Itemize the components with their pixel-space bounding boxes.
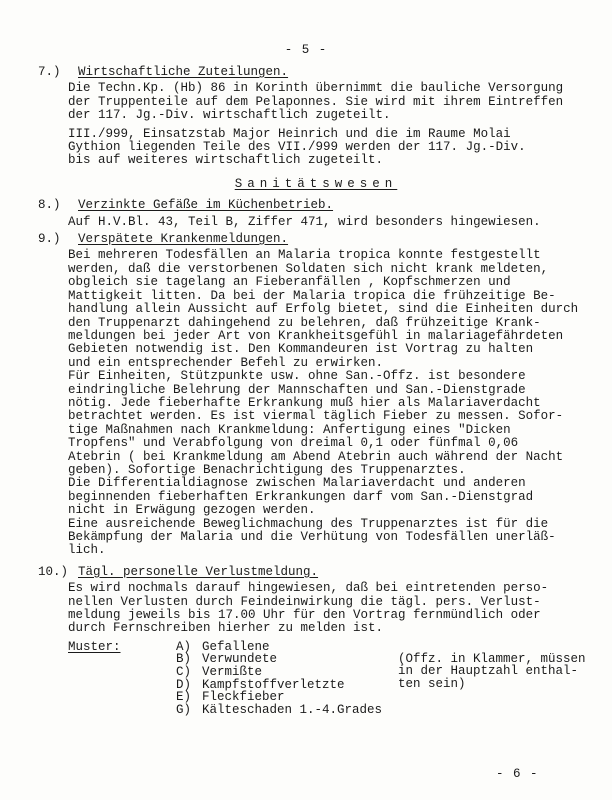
muster-item-letter: B): [176, 652, 192, 667]
muster-label: Muster:: [68, 639, 121, 654]
section-9-title: Verspätete Krankenmeldungen.: [78, 232, 289, 247]
muster-item: [176, 704, 398, 717]
muster-item-letter: A): [176, 639, 192, 654]
section-10-title: Tägl. personelle Verlustmeldung.: [78, 564, 319, 579]
section-10-number: 10.): [38, 564, 69, 579]
section-10-body: [68, 582, 598, 636]
section-7-title: Wirtschaftliche Zuteilungen.: [78, 65, 289, 79]
section-8-paragraph-1: Auf H.V.Bl. 43, Teil B, Ziffer 471, wird besonders hingewiesen.: [68, 214, 541, 229]
muster-block: [68, 641, 594, 717]
page-number-bottom: - 6 -: [496, 767, 539, 781]
muster-item-letter: E): [176, 690, 192, 705]
muster-item-text: Kälteschaden 1.-4.Grades: [202, 702, 383, 717]
section-8-number: 8.): [38, 198, 61, 213]
section-9: [38, 233, 594, 558]
muster-item: [176, 691, 398, 704]
muster-item-letter: G): [176, 702, 192, 717]
muster-item-letter: C): [176, 665, 192, 680]
muster-item-letter: D): [176, 677, 192, 692]
section-8-body: [68, 216, 598, 229]
muster-list: [176, 641, 398, 717]
section-9-paragraph-1: Bei mehreren Todesfällen an Malaria tropica konnte festgestellt werden, daß die verstorbenen Soldaten sich nicht krank meldeten, obgleich sie tagelang an Fieberanfällen , Kopfschmerzen und Mattigkeit litten. Da bei der Malaria tropica die frühzeitige Be- handlung allein Aussicht auf Erfolg bietet, sind die Einheiten durch den Truppenarzt dahingehend zu belehren, daß frühzeitige Krank- meldungen bei jeder Art von Krankheitsgefühl in malariagefährdeten Gebieten notwendig ist. Den Kommandeuren ist Vortrag zu halten und ein entsprechender Befehl zu erwirken. Für Einheiten, Stützpunkte usw. ohne San.-Offz. ist besondere eindringliche Belehrung der Mannschaften und San.-Dienstgrade nötig. Jede fieberhafte Erkrankung muß hier als Malariaverdacht betrachtet werden. Es ist viermal täglich Fieber zu messen. Sofor- tige Maßnahmen nach Krankmeldung: Anfertigung eines "Dicken Tropfens" und Verabfolgung von dreimal 0,1 oder fünfmal 0,06 Atebrin ( bei Krankmeldung am Abend Atebrin auch während der Nacht geben). Sofortige Benachrichtigung des Truppenarztes. Die Differentialdiagnose zwischen Malariaverdacht und anderen beginnenden fieberhaften Erkrankungen darf vom San.-Dienstgrad nicht in Erwägung gezogen werden. Eine ausreichende Beweglichmachung des Truppenarztes ist für die Bekämpfung der Malaria und die Verhütung von Todesfällen unerläß- lich.: [68, 248, 579, 558]
muster-item-text: Gefallene: [202, 639, 270, 654]
section-10-heading: [38, 566, 594, 579]
section-8-heading: [38, 199, 594, 212]
muster-item-text: Fleckfieber: [202, 690, 285, 705]
page-content: [38, 66, 594, 716]
section-9-heading: [38, 233, 594, 246]
section-10: [38, 566, 594, 717]
section-8: [38, 199, 594, 229]
section-7-paragraph-2: III./999, Einsatzstab Major Heinrich und die im Raume Molai Gythion liegenden Teile des VII./999 werden der 117. Jg.-Div. bis auf weiteres wirtschaftlich zugeteilt.: [68, 126, 526, 168]
section-9-number: 9.): [38, 232, 61, 247]
section-9-body: [68, 249, 598, 557]
sanitaetswesen-heading: Sanitätswesen: [234, 176, 398, 191]
section-10-paragraph-1: Es wird nochmals darauf hingewiesen, daß bei eintretenden perso- nellen Verlusten durch Feindeinwirkung die tägl. pers. Verlust- meldung jeweils bis 17.00 Uhr für den Vortrag fernmündlich oder durch Fernschreiben hierher zu melden ist.: [68, 581, 549, 636]
section-7-body: [68, 82, 598, 167]
section-7-paragraph-1: Die Techn.Kp. (Hb) 86 in Korinth übernimmt die bauliche Versorgung der Truppenteile auf dem Pelaponnes. Sie wird mit ihrem Eintreffen der 117. Jg.-Div. wirtschaftlich zugeteilt.: [68, 81, 564, 123]
muster-item-text: Kampfstoffverletzte: [202, 677, 345, 692]
section-7: [38, 66, 594, 168]
section-7-heading: [38, 66, 594, 79]
muster-item-text: Verwundete: [202, 652, 278, 667]
section-7-number: 7.): [38, 65, 61, 79]
muster-note: (Offz. in Klammer, müssen in der Hauptzahl enthal- ten sein): [398, 651, 586, 692]
muster-item-text: Vermißte: [202, 665, 263, 680]
muster-item: [176, 666, 398, 679]
section-8-title: Verzinkte Gefäße im Küchenbetrieb.: [78, 198, 334, 213]
page-number-top: - 5 -: [284, 43, 328, 57]
